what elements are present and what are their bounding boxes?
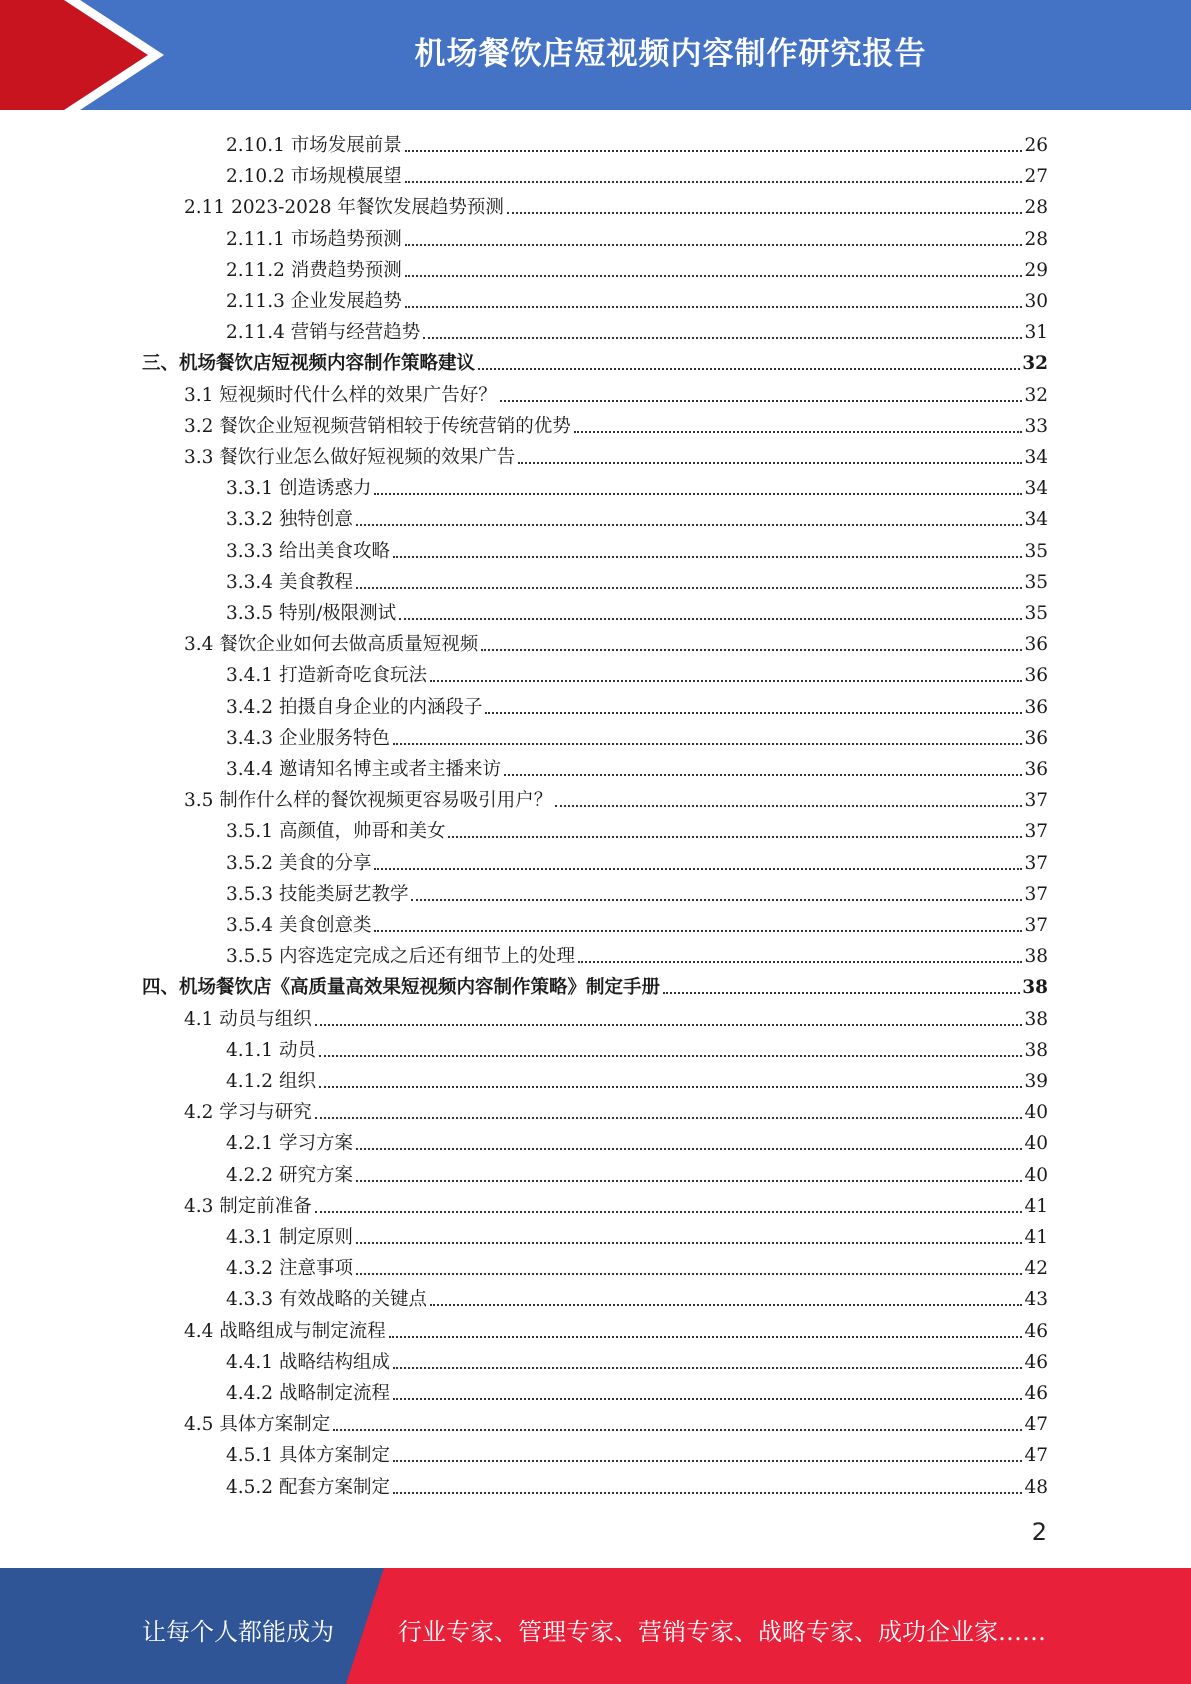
toc-dot-leader [555,805,1022,807]
toc-dot-leader [374,493,1022,495]
toc-entry-label: 3.3 餐饮行业怎么做好短视频的效果广告 [184,447,516,468]
toc-entry-page: 40 [1024,1102,1048,1124]
toc-entry-label: 2.11.1 市场趋势预测 [226,228,402,250]
toc-dot-leader [405,306,1023,308]
toc-dot-leader [315,1211,1023,1213]
toc-entry-page: 34 [1024,447,1048,468]
toc-entry-label: 4.5.1 具体方案制定 [226,1445,390,1467]
toc-entry-label: 3.4.4 邀请知名博主或者主播来访 [226,759,501,780]
toc-entry-label: 3.4.3 企业服务特色 [226,727,390,749]
toc-subsection-entry[interactable] [226,1064,1048,1095]
toc-entry-label: 4.3.1 制定原则 [226,1227,353,1248]
toc-entry-page: 38 [1024,946,1048,968]
toc-entry-page: 39 [1024,1071,1048,1092]
header-banner [0,0,1191,110]
toc-dot-leader [319,1086,1023,1088]
toc-entry-page: 29 [1024,259,1048,281]
toc-dot-leader [500,400,1023,402]
toc-dot-leader [315,1117,1023,1119]
toc-subsection-entry[interactable] [226,939,1048,970]
toc-entry-label: 2.11 2023-2028 年餐饮发展趋势预测 [184,197,504,219]
toc-dot-leader [405,275,1023,277]
toc-entry-page: 37 [1024,915,1048,936]
toc-subsection-entry[interactable] [226,1282,1048,1313]
toc-dot-leader [578,961,1022,963]
toc-dot-leader [574,431,1023,433]
toc-entry-label: 4.1 动员与组织 [184,1008,312,1030]
toc-entry-label: 3.3.5 特别/极限测试 [226,603,397,624]
toc-entry-label: 3.4.2 拍摄自身企业的内涵段子 [226,696,483,718]
toc-entry-label: 3.5.3 技能类厨艺教学 [226,883,409,905]
toc-entry-page: 35 [1024,603,1048,624]
toc-chapter-entry[interactable] [142,970,1048,1001]
toc-entry-page: 36 [1024,634,1048,656]
toc-entry-label: 3.5.1 高颜值，帅哥和美女 [226,821,446,843]
toc-dot-leader [356,524,1023,526]
toc-subsection-entry[interactable] [226,471,1048,502]
toc-entry-label: 2.10.2 市场规模展望 [226,166,402,188]
toc-dot-leader [319,1055,1023,1057]
toc-dot-leader [405,244,1023,246]
toc-section-entry[interactable] [184,409,1048,440]
toc-dot-leader [430,680,1022,682]
toc-entry-page: 36 [1024,759,1048,780]
toc-subsection-entry[interactable] [226,1158,1048,1189]
toc-subsection-entry[interactable] [226,846,1048,877]
toc-dot-leader [481,649,1022,651]
toc-dot-leader [518,462,1022,464]
toc-entry-page: 40 [1024,1164,1048,1186]
toc-entry-label: 3.3.3 给出美食攻略 [226,540,390,562]
toc-entry-label: 4.4.1 战略结构组成 [226,1351,390,1373]
toc-dot-leader [356,587,1023,589]
toc-dot-leader [356,1273,1023,1275]
toc-entry-page: 37 [1024,790,1048,812]
toc-entry-page: 34 [1024,509,1048,531]
toc-subsection-entry[interactable] [226,1033,1048,1064]
toc-entry-label: 4.1.2 组织 [226,1071,316,1092]
toc-entry-page: 40 [1024,1133,1048,1155]
toc-subsection-entry[interactable] [226,690,1048,721]
toc-entry-page: 36 [1024,727,1048,749]
page-number: 2 [1031,1518,1047,1546]
toc-section-entry[interactable] [184,1407,1048,1438]
toc-entry-page: 27 [1024,166,1048,188]
toc-dot-leader [448,836,1022,838]
toc-entry-page: 47 [1024,1414,1048,1436]
toc-section-entry[interactable] [184,1189,1048,1220]
toc-entry-page: 36 [1024,696,1048,718]
toc-entry-label: 4.5.2 配套方案制定 [226,1476,390,1498]
toc-entry-page: 32 [1024,384,1048,406]
toc-entry-page: 30 [1024,291,1048,312]
toc-subsection-entry[interactable] [226,159,1048,190]
toc-entry-label: 4.4.2 战略制定流程 [226,1383,390,1404]
footer-banner [0,1568,1191,1684]
toc-subsection-entry[interactable] [226,658,1048,689]
toc-subsection-entry[interactable] [226,128,1048,159]
toc-dot-leader [389,1336,1023,1338]
toc-subsection-entry[interactable] [226,814,1048,845]
toc-subsection-entry[interactable] [226,1220,1048,1251]
toc-entry-label: 四、机场餐饮店《高质量高效果短视频内容制作策略》制定手册 [142,977,661,999]
toc-subsection-entry[interactable] [226,502,1048,533]
toc-chapter-entry[interactable] [142,346,1048,377]
toc-entry-label: 4.2 学习与研究 [184,1102,312,1124]
toc-dot-leader [485,712,1022,714]
toc-entry-label: 4.2.2 研究方案 [226,1164,353,1186]
toc-subsection-entry[interactable] [226,1345,1048,1376]
toc-dot-leader [374,868,1022,870]
toc-entry-label: 4.3.2 注意事项 [226,1258,353,1280]
toc-entry-page: 36 [1024,665,1048,687]
toc-entry-page: 38 [1024,1039,1048,1061]
toc-dot-leader [393,1398,1022,1400]
toc-subsection-entry[interactable] [226,1251,1048,1282]
toc-entry-label: 3.3.1 创造诱惑力 [226,478,372,500]
toc-subsection-entry[interactable] [226,284,1048,315]
toc-entry-page: 35 [1024,571,1048,593]
toc-entry-label: 2.11.2 消费趋势预测 [226,259,402,281]
toc-entry-label: 2.11.4 营销与经营趋势 [226,322,421,344]
toc-subsection-entry[interactable] [226,565,1048,596]
toc-entry-page: 42 [1024,1258,1048,1280]
toc-entry-label: 3.5 制作什么样的餐饮视频更容易吸引用户？ [184,790,553,812]
toc-dot-leader [430,1304,1022,1306]
toc-dot-leader [393,743,1022,745]
report-title: 机场餐饮店短视频内容制作研究报告 [414,36,927,72]
toc-entry-page: 41 [1024,1195,1048,1217]
toc-dot-leader [393,1460,1022,1462]
toc-dot-leader [399,618,1022,620]
toc-entry-label: 3.2 餐饮企业短视频营销相较于传统营销的优势 [184,415,571,437]
toc-entry-page: 35 [1024,540,1048,562]
toc-entry-page: 26 [1024,135,1048,156]
toc-entry-page: 43 [1024,1289,1048,1311]
toc-entry-label: 3.1 短视频时代什么样的效果广告好？ [184,384,497,406]
toc-entry-label: 3.5.5 内容选定完成之后还有细节上的处理 [226,946,575,968]
toc-entry-page: 38 [1024,1008,1048,1030]
toc-entry-label: 3.3.2 独特创意 [226,509,353,531]
toc-dot-leader [356,1180,1023,1182]
toc-subsection-entry[interactable] [226,1376,1048,1407]
toc-dot-leader [405,150,1023,152]
toc-entry-page: 38 [1022,977,1048,999]
toc-dot-leader [333,1429,1022,1431]
toc-section-entry[interactable] [184,1095,1048,1126]
toc-subsection-entry[interactable] [226,222,1048,253]
toc-dot-leader [411,899,1022,901]
toc-entry-label: 4.1.1 动员 [226,1039,316,1061]
toc-section-entry[interactable] [184,190,1048,221]
toc-section-entry[interactable] [184,440,1048,471]
toc-subsection-entry[interactable] [226,721,1048,752]
toc-section-entry[interactable] [184,378,1048,409]
toc-dot-leader [507,212,1023,214]
toc-dot-leader [315,1024,1023,1026]
footer-slogan-left: 让每个人都能成为 [142,1618,334,1646]
toc-entry-page: 28 [1024,228,1048,250]
toc-subsection-entry[interactable] [226,1126,1048,1157]
toc-entry-page: 47 [1024,1445,1048,1467]
toc-dot-leader [356,1148,1023,1150]
toc-entry-page: 34 [1024,478,1048,500]
toc-entry-label: 3.4 餐饮企业如何去做高质量短视频 [184,634,479,656]
toc-entry-label: 3.5.2 美食的分享 [226,852,372,874]
toc-entry-page: 41 [1024,1227,1048,1248]
toc-entry-label: 4.5 具体方案制定 [184,1414,331,1436]
toc-entry-page: 46 [1024,1320,1048,1342]
toc-entry-page: 46 [1024,1351,1048,1373]
toc-entry-label: 2.11.3 企业发展趋势 [226,291,402,312]
toc-section-entry[interactable] [184,627,1048,658]
toc-section-entry[interactable] [184,783,1048,814]
toc-subsection-entry[interactable] [226,596,1048,627]
toc-dot-leader [663,992,1020,994]
toc-entry-page: 37 [1024,883,1048,905]
toc-subsection-entry[interactable] [226,253,1048,284]
toc-dot-leader [393,556,1022,558]
toc-entry-page: 46 [1024,1383,1048,1404]
toc-dot-leader [393,1492,1022,1494]
toc-entry-page: 31 [1024,322,1048,344]
toc-entry-label: 3.3.4 美食教程 [226,571,353,593]
toc-entry-label: 4.3.3 有效战略的关键点 [226,1289,427,1311]
toc-entry-page: 37 [1024,821,1048,843]
toc-section-entry[interactable] [184,1314,1048,1345]
toc-subsection-entry[interactable] [226,1438,1048,1469]
toc-dot-leader [393,1367,1022,1369]
toc-dot-leader [504,774,1022,776]
toc-entry-page: 33 [1024,415,1048,437]
toc-subsection-entry[interactable] [226,315,1048,346]
toc-dot-leader [478,368,1020,370]
toc-entry-page: 48 [1024,1476,1048,1498]
toc-subsection-entry[interactable] [226,1470,1048,1501]
toc-entry-label: 4.2.1 学习方案 [226,1133,353,1155]
toc-dot-leader [374,930,1022,932]
toc-entry-label: 3.4.1 打造新奇吃食玩法 [226,665,427,687]
toc-entry-page: 28 [1024,197,1048,219]
toc-entry-page: 32 [1022,353,1048,375]
toc-dot-leader [356,1242,1023,1244]
toc-subsection-entry[interactable] [226,877,1048,908]
toc-entry-label: 4.3 制定前准备 [184,1195,312,1217]
toc-dot-leader [405,181,1023,183]
toc-entry-page: 37 [1024,852,1048,874]
toc-subsection-entry[interactable] [226,752,1048,783]
toc-section-entry[interactable] [184,1002,1048,1033]
toc-entry-label: 三、机场餐饮店短视频内容制作策略建议 [142,353,476,375]
toc-dot-leader [423,337,1022,339]
toc-entry-label: 4.4 战略组成与制定流程 [184,1320,386,1342]
toc-subsection-entry[interactable] [226,534,1048,565]
footer-slogan-right: 行业专家、管理专家、营销专家、战略专家、成功企业家…… [398,1618,1046,1646]
toc-entry-label: 2.10.1 市场发展前景 [226,135,402,156]
toc-entry-label: 3.5.4 美食创意类 [226,915,372,936]
toc-subsection-entry[interactable] [226,908,1048,939]
